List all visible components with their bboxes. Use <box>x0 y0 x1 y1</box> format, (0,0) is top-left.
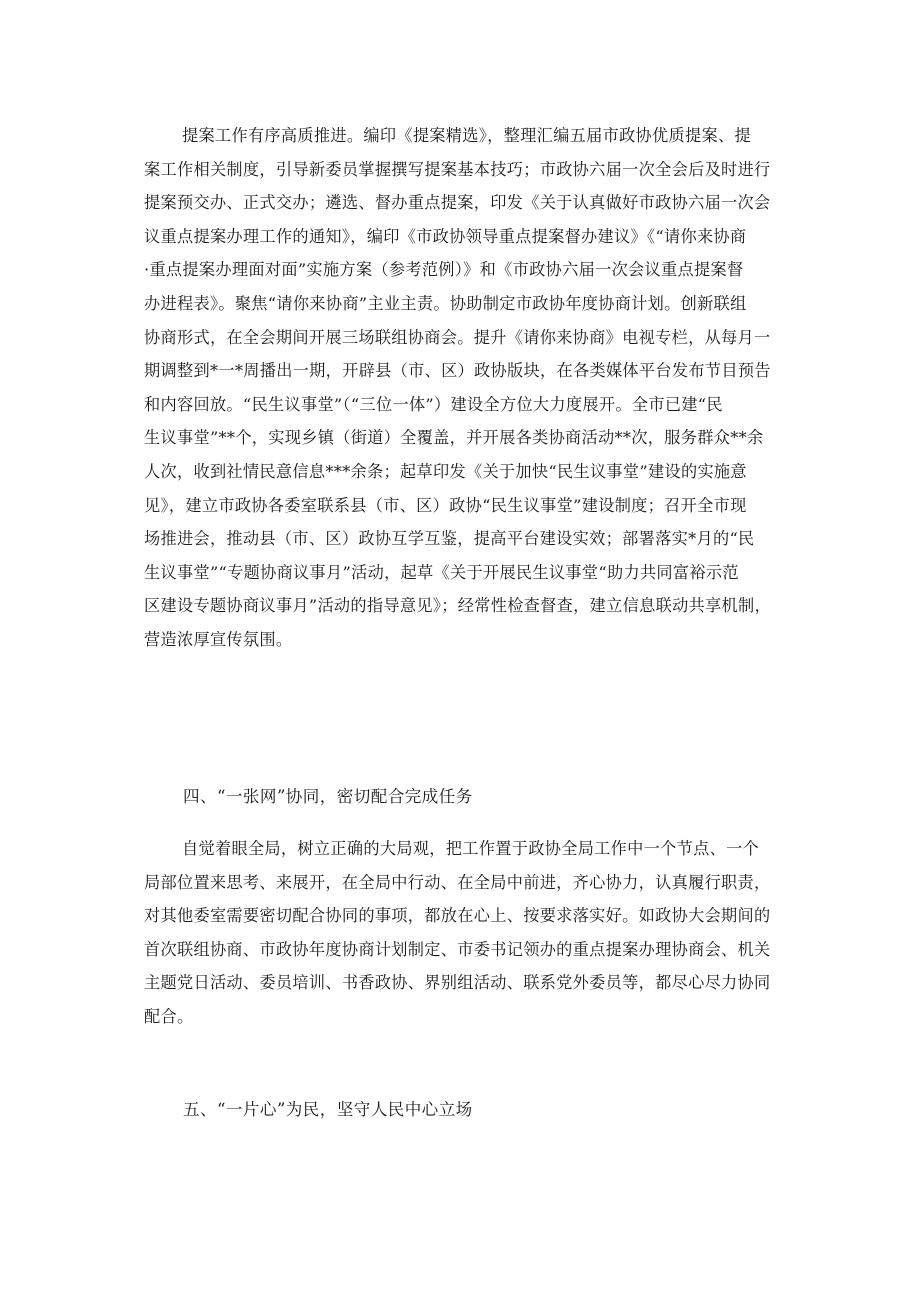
paragraph-line: 协商形式，在全会期间开展三场联组协商会。提升《请你来协商》电视专栏，从每月一 <box>144 327 771 347</box>
paragraph-line: 提案预交办、正式交办；遴选、督办重点提案，印发《关于认真做好市政协六届一次会 <box>144 193 771 213</box>
paragraph-line: 对其他委室需要密切配合协同的事项，都放在心上、按要求落实好。如政协大会期间的 <box>144 906 771 926</box>
paragraph-line: 见》，建立市政协各委室联系县（市、区）政协“民生议事堂”建设制度；召开全市现 <box>144 495 747 515</box>
paragraph-line: ·重点提案办理面对面”实施方案（参考范例）》和《市政协六届一次会议重点提案督 <box>144 260 744 280</box>
paragraph-line: 案工作相关制度，引导新委员掌握撰写提案基本技巧；市政协六届一次全会后及时进行 <box>144 159 771 179</box>
paragraph-overall-coordination <box>144 832 784 1034</box>
paragraph-line: 人次，收到社情民意信息***余条；起草印发《关于加快“民生议事堂”建设的实施意 <box>144 461 747 481</box>
paragraph-line: 营造浓厚宣传氛围。 <box>144 629 293 649</box>
paragraph-line: 区建设专题协商议事月”活动的指导意见》；经常性检查督查，建立信息联动共享机制， <box>144 596 771 616</box>
paragraph-line: 主题党日活动、委员培训、书香政协、界别组活动、联系党外委员等，都尽心尽力协同 <box>144 973 771 993</box>
paragraph-line: 首次联组协商、市政协年度协商计划制定、市委书记领办的重点提案办理协商会、机关 <box>144 939 771 959</box>
paragraph-line: 提案工作有序高质推进。编印《提案精选》，整理汇编五届市政协优质提案、提 <box>182 126 751 145</box>
paragraph-line: 生议事堂”“专题协商议事月”活动，起草《关于开展民生议事堂“助力共同富裕示范 <box>144 562 739 582</box>
paragraph-proposal-work <box>144 119 784 657</box>
paragraph-line: 场推进会，推动县（市、区）政协互学互鉴，提高平台建设实效；部署落实*月的“民 <box>144 529 755 549</box>
paragraph-line: 生议事堂”**个，实现乡镇（街道）全覆盖，并开展各类协商活动**次，服务群众**余 <box>144 428 764 448</box>
section-heading-four: 四、“一张网”协同，密切配合完成任务 <box>183 787 473 806</box>
paragraph-line: 办进程表》。聚焦“请你来协商”主业主责。协助制定市政协年度协商计划。创新联组 <box>144 293 747 313</box>
paragraph-line: 局部位置来思考、来展开，在全局中行动、在全局中前进，齐心协力，认真履行职责， <box>144 872 771 892</box>
paragraph-line: 和内容回放。“民生议事堂”（“三位一体”）建设全方位大力度展开。全市已建“民 <box>144 394 723 414</box>
paragraph-line: 议重点提案办理工作的通知》，编印《市政协领导重点提案督办建议》《“请你来协商 <box>144 226 747 246</box>
section-heading-five: 五、“一片心”为民，坚守人民中心立场 <box>183 1100 473 1119</box>
paragraph-line: 自觉着眼全局，树立正确的大局观，把工作置于政协全局工作中一个节点、一个 <box>182 839 760 858</box>
paragraph-line: 配合。 <box>144 1006 194 1026</box>
paragraph-line: 期调整到*一*周播出一期，开辟县（市、区）政协版块，在各类媒体平台发布节目预告 <box>144 361 771 381</box>
